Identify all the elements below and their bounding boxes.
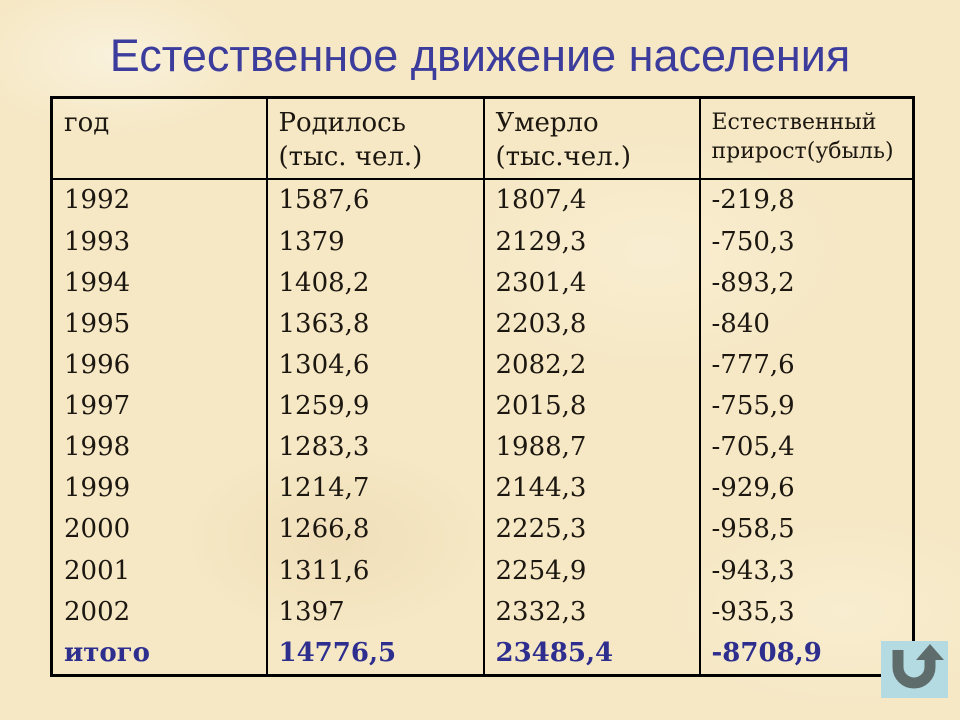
header-line: прирост(убыль) — [711, 139, 894, 165]
table-row — [52, 303, 914, 344]
year-cell: 1993 — [64, 226, 131, 257]
table-row — [52, 179, 914, 222]
page-title: Естественное движение населения — [109, 30, 851, 81]
increase-cell: -705,4 — [700, 427, 914, 468]
died-cell: 1807,4 — [484, 179, 700, 222]
total-born: 14776,5 — [267, 632, 484, 675]
total-row — [52, 632, 914, 675]
year-cell: 1997 — [64, 391, 131, 422]
born-cell: 1266,8 — [267, 509, 484, 550]
table-row — [52, 468, 914, 509]
header-line: Естественный — [711, 110, 877, 135]
born-cell: 1214,7 — [267, 468, 484, 509]
increase-cell: -840 — [700, 303, 914, 344]
column-header-born — [267, 98, 484, 179]
died-cell: 2301,4 — [484, 262, 700, 303]
died-cell: 2254,9 — [484, 550, 700, 591]
year-cell: 1994 — [64, 267, 131, 298]
born-cell: 1397 — [267, 591, 484, 632]
year-cell: 2000 — [64, 514, 131, 545]
increase-cell: -929,6 — [700, 468, 914, 509]
return-button[interactable] — [881, 641, 948, 698]
header-units: (тыс.чел.) — [495, 142, 632, 173]
died-cell: 2082,2 — [484, 344, 700, 385]
header-line: год — [64, 108, 110, 138]
table-row — [52, 591, 914, 632]
population-table — [50, 96, 915, 677]
born-cell: 1587,6 — [267, 179, 484, 222]
header-units: (тыс. чел.) — [278, 142, 423, 173]
increase-cell: -750,3 — [700, 221, 914, 262]
year-cell: 1995 — [64, 308, 131, 339]
total-increase: -8708,9 — [700, 632, 914, 675]
year-cell: 1998 — [64, 432, 131, 463]
table-row — [52, 221, 914, 262]
increase-cell: -943,3 — [700, 550, 914, 591]
born-cell: 1379 — [267, 221, 484, 262]
born-cell: 1259,9 — [267, 386, 484, 427]
header-row — [52, 98, 914, 179]
increase-cell: -219,8 — [700, 179, 914, 222]
died-cell: 2144,3 — [484, 468, 700, 509]
died-cell: 2129,3 — [484, 221, 700, 262]
increase-cell: -777,6 — [700, 344, 914, 385]
header-line: Умерло — [495, 108, 599, 138]
born-cell: 1408,2 — [267, 262, 484, 303]
born-cell: 1283,3 — [267, 427, 484, 468]
total-label: итого — [64, 638, 151, 669]
table-row — [52, 344, 914, 385]
column-header-natural-increase — [700, 98, 914, 179]
header-line: Родилось — [278, 108, 406, 138]
total-died: 23485,4 — [484, 632, 700, 675]
year-cell: 1992 — [64, 185, 131, 216]
table-row — [52, 550, 914, 591]
died-cell: 2015,8 — [484, 386, 700, 427]
increase-cell: -893,2 — [700, 262, 914, 303]
increase-cell: -935,3 — [700, 591, 914, 632]
died-cell: 2225,3 — [484, 509, 700, 550]
column-header-year — [52, 98, 267, 179]
year-cell: 1996 — [64, 349, 131, 380]
died-cell: 1988,7 — [484, 427, 700, 468]
born-cell: 1304,6 — [267, 344, 484, 385]
u-turn-arrow-icon — [881, 641, 948, 698]
column-header-died — [484, 98, 700, 179]
table-row — [52, 509, 914, 550]
increase-cell: -755,9 — [700, 386, 914, 427]
year-cell: 2002 — [64, 596, 131, 627]
died-cell: 2203,8 — [484, 303, 700, 344]
died-cell: 2332,3 — [484, 591, 700, 632]
born-cell: 1311,6 — [267, 550, 484, 591]
year-cell: 1999 — [64, 473, 131, 504]
table-row — [52, 386, 914, 427]
born-cell: 1363,8 — [267, 303, 484, 344]
table-row — [52, 262, 914, 303]
increase-cell: -958,5 — [700, 509, 914, 550]
year-cell: 2001 — [64, 555, 131, 586]
table-row — [52, 427, 914, 468]
